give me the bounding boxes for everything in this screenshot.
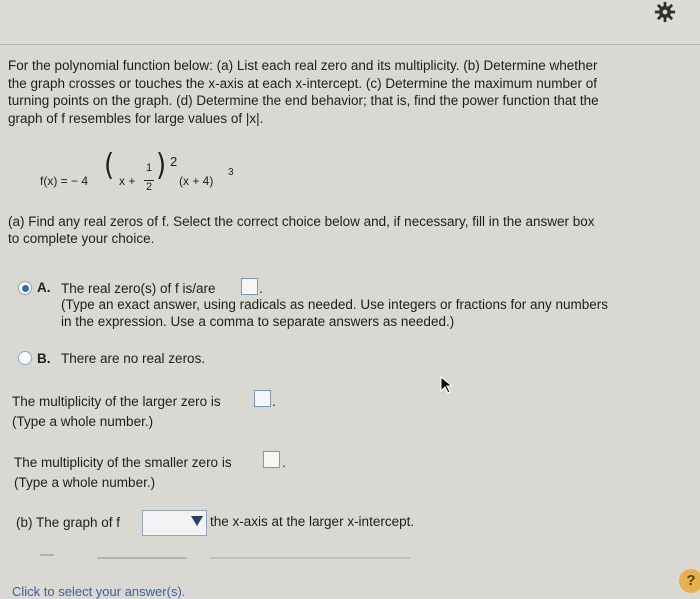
option-b-radio[interactable] [18, 351, 32, 365]
option-b-letter: B. [37, 351, 51, 366]
period: . [259, 281, 263, 296]
period: . [272, 394, 276, 409]
function-lhs: f(x) = − 4 [40, 174, 89, 188]
prompt-line: graph of f resembles for large values of |x|. [8, 110, 264, 126]
larger-zero-label: The multiplicity of the larger zero is [12, 394, 221, 409]
prompt-line: the graph crosses or touches the x-axis at each x-intercept. (c) Determine the maximum number of [8, 75, 597, 91]
option-a-text: The real zero(s) of f is/are [61, 281, 216, 296]
smaller-zero-hint: (Type a whole number.) [14, 475, 156, 490]
fraction-numerator: 1 [145, 162, 153, 174]
cursor-icon [440, 376, 454, 394]
larger-zero-multiplicity-box[interactable] [254, 390, 271, 407]
part-b-prefix: (b) The graph of f [16, 515, 121, 530]
option-a-letter: A. [37, 280, 51, 295]
left-paren: ( [104, 148, 115, 184]
part-a-instruction [8, 213, 595, 247]
fraction-denominator: 2 [145, 181, 153, 193]
help-button[interactable]: ? [679, 569, 700, 593]
smaller-zero-multiplicity-box[interactable] [263, 451, 280, 468]
instruction-line: to complete your choice. [8, 231, 155, 246]
function-second-factor: (x + 4) [179, 174, 214, 188]
period: . [282, 455, 286, 470]
smaller-zero-label: The multiplicity of the smaller zero is [14, 455, 232, 470]
larger-zero-hint: (Type a whole number.) [12, 414, 154, 429]
note-line: in the expression. Use a comma to separate answers as needed.) [61, 314, 455, 329]
question-prompt [8, 57, 688, 127]
top-toolbar [0, 0, 700, 44]
option-a-note [61, 296, 608, 330]
prompt-line: For the polynomial function below: (a) List each real zero and its multiplicity. (b) Determine whether [8, 58, 598, 73]
dropdown-arrow-icon [191, 516, 203, 526]
partial-content [210, 557, 410, 559]
option-a-radio[interactable] [18, 281, 32, 295]
partial-content [97, 557, 187, 559]
exponent-second: 3 [228, 167, 234, 178]
right-paren: ) [156, 148, 167, 184]
footer-instruction: Click to select your answer(s). [12, 584, 186, 599]
function-x-plus: x + [119, 174, 136, 188]
crosses-touches-dropdown[interactable] [142, 510, 207, 536]
option-b-text: There are no real zeros. [61, 351, 206, 366]
exponent-first: 2 [170, 154, 178, 169]
part-b-suffix: the x-axis at the larger x-intercept. [210, 514, 415, 529]
partial-dash [40, 554, 54, 556]
real-zeros-answer-box[interactable] [241, 278, 258, 295]
gear-icon[interactable] [654, 1, 676, 23]
instruction-line: (a) Find any real zeros of f. Select the correct choice below and, if necessary, fill in the answer box [8, 214, 595, 229]
note-line: (Type an exact answer, using radicals as needed. Use integers or fractions for any numbers [61, 297, 609, 312]
prompt-line: turning points on the graph. (d) Determine the end behavior; that is, find the power function that the [8, 93, 599, 108]
